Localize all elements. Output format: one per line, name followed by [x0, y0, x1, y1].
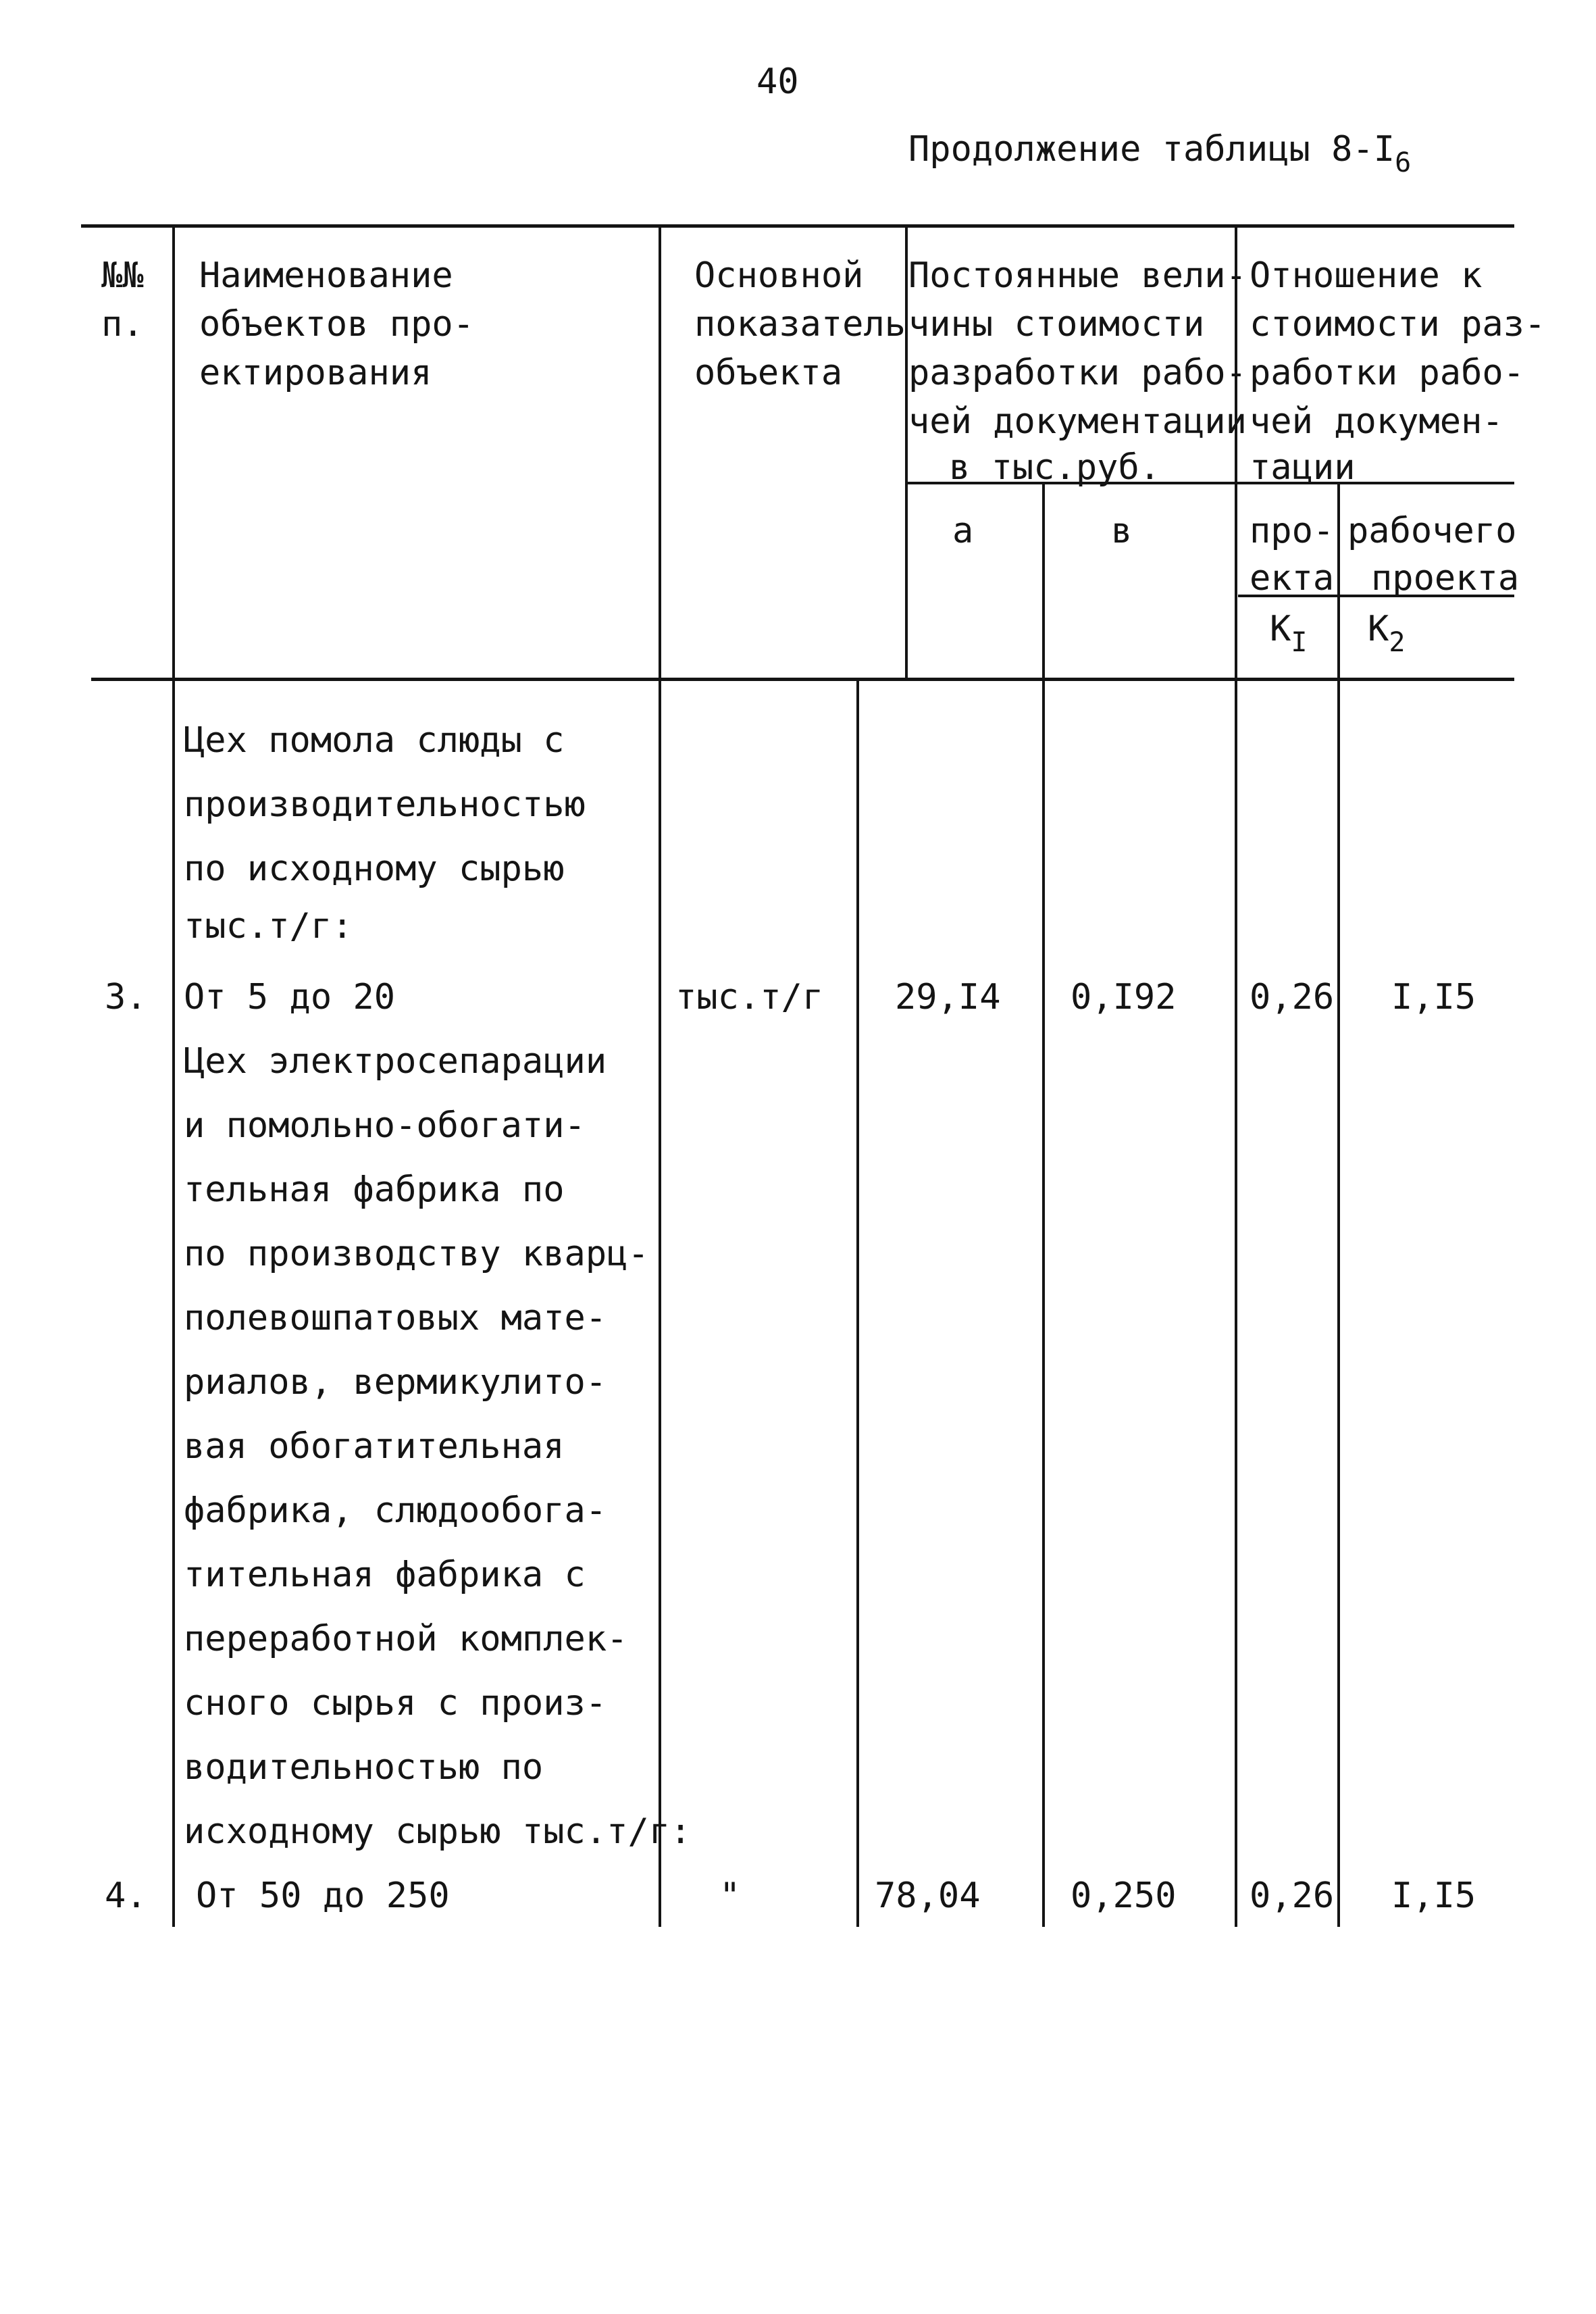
row4-intro-line-4: по производству кварц- — [184, 1234, 649, 1274]
continuation-text: Продолжение таблицы 8-I — [908, 129, 1395, 170]
header-num-line-1: №№ — [101, 255, 144, 296]
page-number: 40 — [756, 61, 799, 102]
row4-intro-line-7: вая обогатительная — [184, 1426, 565, 1467]
row3-k2: I,I5 — [1391, 977, 1476, 1017]
row4-intro-line-6: риалов, вермикулито- — [184, 1362, 607, 1403]
col-divider-3a — [905, 226, 908, 679]
header-ratio-line-2: стоимости раз- — [1250, 304, 1546, 345]
header-cost-line-4: чей документации — [908, 401, 1247, 442]
header-ratio-line-4: чей докумен- — [1250, 401, 1503, 442]
col-divider-3b — [856, 679, 859, 1927]
header-indicator-line-1: Основной — [694, 255, 864, 296]
header-sub-a: а — [952, 511, 974, 551]
row3-k1: 0,26 — [1250, 977, 1335, 1017]
header-ratio-line-3: работки рабо- — [1250, 353, 1524, 393]
row3-cost-b: 0,I92 — [1071, 977, 1177, 1017]
row4-intro-line-11: сного сырья с произ- — [184, 1683, 607, 1724]
col-divider-1 — [172, 226, 175, 1927]
row4-intro-line-3: тельная фабрика по — [184, 1169, 565, 1210]
header-name-line-1: Наименование — [199, 255, 453, 296]
header-name-line-3: ектирования — [199, 353, 432, 393]
row4-k1: 0,26 — [1250, 1876, 1335, 1916]
row4-intro-line-8: фабрика, слюдообога- — [184, 1490, 607, 1531]
header-name-line-2: объектов про- — [199, 304, 474, 345]
row3-number: 3. — [105, 977, 147, 1017]
row3-intro-line-3: по исходному сырью — [184, 849, 565, 889]
row4-intro-line-12: водительностью по — [184, 1747, 544, 1788]
row3-intro-line-2: производительностью — [184, 784, 586, 825]
header-k1-label-line-2: екта — [1250, 558, 1335, 599]
col-divider-4 — [1042, 482, 1045, 1927]
row3-name: От 5 до 20 — [184, 977, 396, 1017]
header-k2-label-line-1: рабочего — [1347, 511, 1517, 551]
col-divider-6 — [1337, 482, 1340, 1927]
header-sub-b: в — [1111, 511, 1133, 551]
table-top-rule — [81, 224, 1514, 228]
continuation-subscript: 6 — [1395, 147, 1412, 178]
row4-number: 4. — [105, 1876, 147, 1916]
row3-cost-a: 29,I4 — [895, 977, 1001, 1017]
header-ratio-line-1: Отношение к — [1250, 255, 1483, 296]
row3-intro-line-1: Цех помола слюды с — [184, 720, 565, 761]
header-cost-line-5: в тыс.руб. — [949, 447, 1161, 488]
row3-unit: тыс.т/г — [675, 977, 824, 1017]
header-cost-line-1: Постоянные вели- — [908, 255, 1247, 296]
row4-intro-line-5: полевошпатовых мате- — [184, 1298, 607, 1338]
row4-intro-line-9: тительная фабрика с — [184, 1555, 586, 1595]
header-num-line-2: п. — [101, 304, 144, 345]
header-k1-symbol: $К_I$ — [1270, 609, 1308, 658]
header-indicator-line-2: показатель — [694, 304, 906, 345]
header-bottom-rule — [91, 678, 1514, 681]
row4-cost-b: 0,250 — [1071, 1876, 1177, 1916]
header-k2-symbol: $К_2$ — [1368, 609, 1406, 658]
row4-name: От 50 до 250 — [196, 1876, 450, 1916]
header-ratio-line-5: тации — [1250, 447, 1356, 488]
row4-unit: " — [719, 1876, 741, 1916]
row4-k2: I,I5 — [1391, 1876, 1476, 1916]
header-cost-line-2: чины стоимости — [908, 304, 1205, 345]
col-divider-5 — [1235, 226, 1237, 1927]
col-divider-2 — [659, 226, 661, 1927]
row4-cost-a: 78,04 — [875, 1876, 981, 1916]
row4-intro-line-13: исходному сырью тыс.т/г: — [184, 1811, 692, 1852]
row4-intro-line-10: переработной комплек- — [184, 1619, 628, 1659]
row3-intro-line-4: тыс.т/г: — [184, 906, 353, 947]
row4-intro-line-2: и помольно-обогати- — [184, 1105, 586, 1146]
header-k2-label-line-2: проекта — [1371, 558, 1520, 599]
row4-intro-line-1: Цех электросепарации — [184, 1041, 607, 1082]
header-k1-label-line-1: про- — [1250, 511, 1335, 551]
table-continuation-caption — [908, 125, 1411, 187]
header-cost-line-3: разработки рабо- — [908, 353, 1247, 393]
header-indicator-line-3: объекта — [694, 353, 843, 393]
